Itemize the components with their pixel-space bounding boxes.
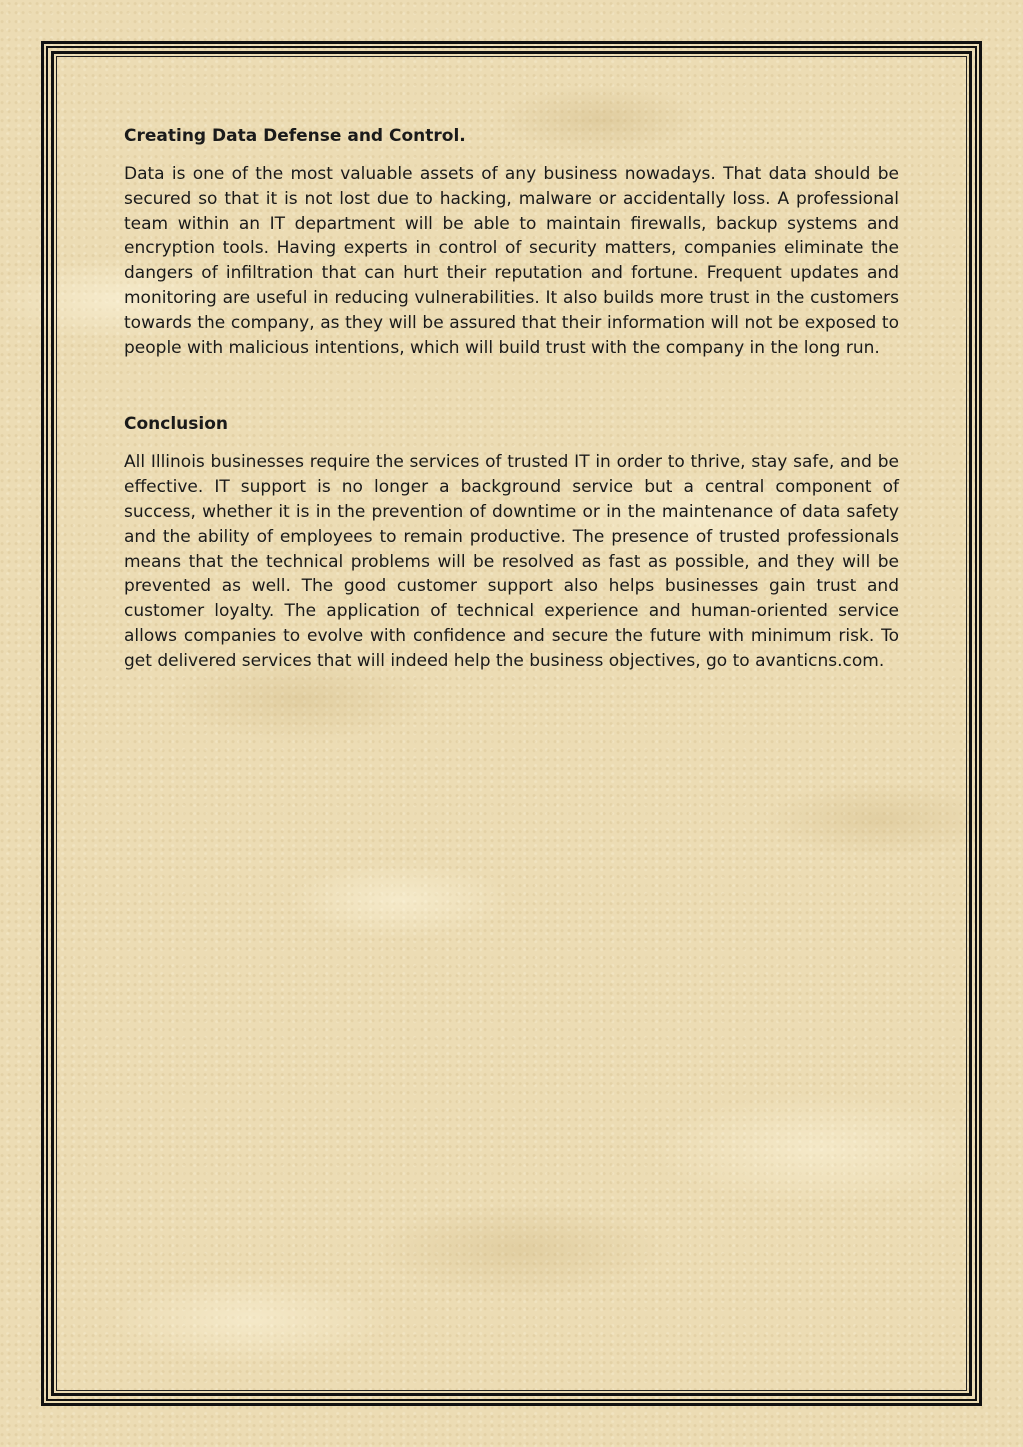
section-body-data-defense: Data is one of the most valuable assets of any business nowadays. That data should be secured so that it is not lost due to hacking, malware or accidentally loss. A professional team within an IT department will be able to maintain firewalls, backup systems and encryption tools. Having experts in control of security matters, companies eliminate the dangers of infiltration that can hurt their reputation and fortune. Frequent updates and monitoring are useful in reducing vulnerabilities. It also builds more trust in the customers towards the company, as they will be assured that their information will not be exposed to people with malicious intentions, which will build trust with the company in the long run. — [124, 164, 899, 358]
section-body-conclusion: All Illinois businesses require the services of trusted IT in order to thrive, stay safe, and be effective. IT support is no longer a background service but a central component of success, whether it is in the prevention of downtime or in the maintenance of data safety and the ability of employees to remain productive. The presence of trusted professionals means that the technical problems will be resolved as fast as possible, and they will be prevented as well. The good customer support also helps businesses gain trust and customer loyalty. The application of technical experience and human-oriented service allows companies to evolve with confidence and secure the future with minimum risk. To get delivered services that will indeed help the business objectives, go to avanticns.com. — [124, 452, 899, 671]
document-content — [124, 124, 899, 674]
section-heading-data-defense: Creating Data Defense and Control. — [124, 126, 466, 146]
section-heading-conclusion: Conclusion — [124, 414, 228, 435]
